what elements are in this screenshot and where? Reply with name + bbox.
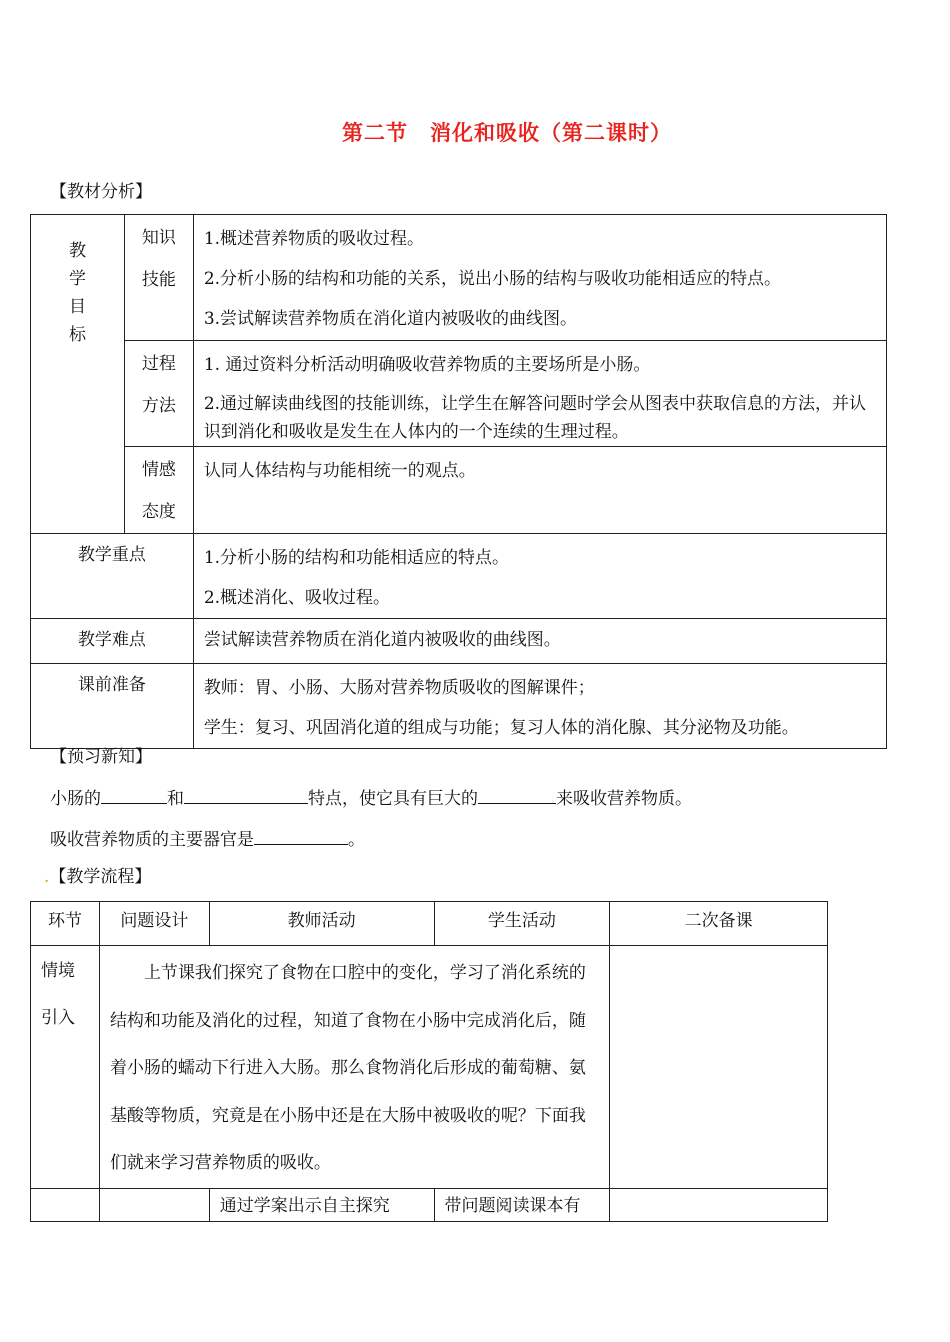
key-points-content: [193, 534, 886, 619]
flow-heading-wrap: [44, 862, 151, 887]
knowledge-item: 3.尝试解读营养物质在消化道内被吸收的曲线图。: [203, 309, 578, 329]
teaching-flow-table: [30, 901, 828, 1222]
question-cell: [99, 1188, 209, 1221]
preview-text: 吸收营养物质的主要器官是: [50, 830, 254, 850]
difficult-point-item: 尝试解读营养物质在消化道内被吸收的曲线图。: [203, 630, 561, 650]
student-activity: 带问题阅读课本有: [434, 1188, 610, 1221]
key-point-item: 2.概述消化、吸收过程。: [203, 588, 391, 608]
difficult-points-content: [193, 619, 886, 664]
fill-blank[interactable]: [478, 785, 556, 804]
preview-text: 来吸收营养物质。: [556, 789, 692, 809]
difficult-points-label: 教学难点: [31, 619, 194, 664]
preparation-content: [193, 664, 886, 749]
knowledge-content: [193, 215, 886, 341]
knowledge-label: [124, 215, 193, 341]
stage-line: 情境: [41, 961, 75, 981]
preview-text: 。: [348, 830, 365, 850]
emotion-label-line: 情感: [141, 460, 176, 480]
marker-dot: .: [44, 867, 50, 887]
fill-blank[interactable]: [184, 785, 308, 804]
header-teacher: 教师活动: [209, 902, 434, 946]
key-points-label: 教学重点: [31, 534, 194, 619]
second-prep-cell: [610, 946, 828, 1189]
process-item: 1. 通过资料分析活动明确吸收营养物质的主要场所是小肠。: [203, 355, 651, 375]
process-item: 2.通过解读曲线图的技能训练，让学生在解答问题时学会从图表中获取信息的方法，并认识到消化和吸收是发生在人体内的一个连续的生理过程。: [203, 394, 867, 442]
preview-text: 小肠的: [50, 789, 101, 809]
flow-heading: 【教学流程】: [49, 867, 152, 887]
goals-label-char: 学: [68, 269, 86, 289]
fill-blank[interactable]: [101, 785, 167, 804]
key-point-item: 1.分析小肠的结构和功能相适应的特点。: [203, 548, 510, 568]
header-student: 学生活动: [434, 902, 610, 946]
header-stage: 环节: [31, 902, 100, 946]
preview-text: 和: [167, 789, 184, 809]
knowledge-item: 1.概述营养物质的吸收过程。: [203, 229, 425, 249]
stage-cell: [31, 1188, 100, 1221]
header-question: 问题设计: [99, 902, 209, 946]
emotion-item: 认同人体结构与功能相统一的观点。: [203, 461, 476, 481]
preview-text: 特点，使它具有巨大的: [308, 789, 478, 809]
intro-text: 上节课我们探究了食物在口腔中的变化，学习了消化系统的结构和功能及消化的过程，知道了食物在小肠中完成消化后，随着小肠的蠕动下行进入大肠。那么食物消化后形成的葡萄糖、氨基酸等物质，究竟是在小肠中还是在大肠中被吸收的呢？下面我们就来学习营养物质的吸收。: [99, 946, 609, 1189]
preview-line-1: [50, 784, 692, 809]
emotion-content: [193, 447, 886, 534]
knowledge-label-line: 知识: [141, 228, 176, 248]
process-label-line: 过程: [141, 354, 176, 374]
stage-intro: [31, 946, 100, 1189]
preparation-item: 学生：复习、巩固消化道的组成与功能；复习人体的消化腺、其分泌物及功能。: [203, 718, 799, 738]
teaching-goals-label: [31, 215, 125, 534]
preparation-label: 课前准备: [31, 664, 194, 749]
process-label: [124, 341, 193, 447]
material-analysis-heading: 【教材分析】: [50, 182, 152, 202]
emotion-label-line: 态度: [141, 502, 176, 522]
page-title: 第二节 消化和吸收（第二课时）: [342, 121, 672, 145]
teacher-activity: 通过学案出示自主探究: [209, 1188, 434, 1221]
process-label-line: 方法: [141, 396, 176, 416]
material-analysis-table: [30, 214, 887, 749]
preview-line-2: [50, 825, 365, 850]
process-content: [193, 341, 886, 447]
goals-label-char: 目: [68, 297, 86, 317]
knowledge-label-line: 技能: [141, 270, 176, 290]
second-prep-cell: [610, 1188, 828, 1221]
preview-heading: 【预习新知】: [50, 747, 152, 767]
goals-label-char: 标: [68, 325, 86, 345]
fill-blank[interactable]: [254, 826, 348, 845]
preparation-item: 教师：胃、小肠、大肠对营养物质吸收的图解课件；: [203, 678, 595, 698]
header-second-prep: 二次备课: [610, 902, 828, 946]
emotion-label: [124, 447, 193, 534]
stage-line: 引入: [41, 1008, 75, 1028]
knowledge-item: 2.分析小肠的结构和功能的关系，说出小肠的结构与吸收功能相适应的特点。: [203, 269, 782, 289]
goals-label-char: 教: [68, 241, 86, 261]
